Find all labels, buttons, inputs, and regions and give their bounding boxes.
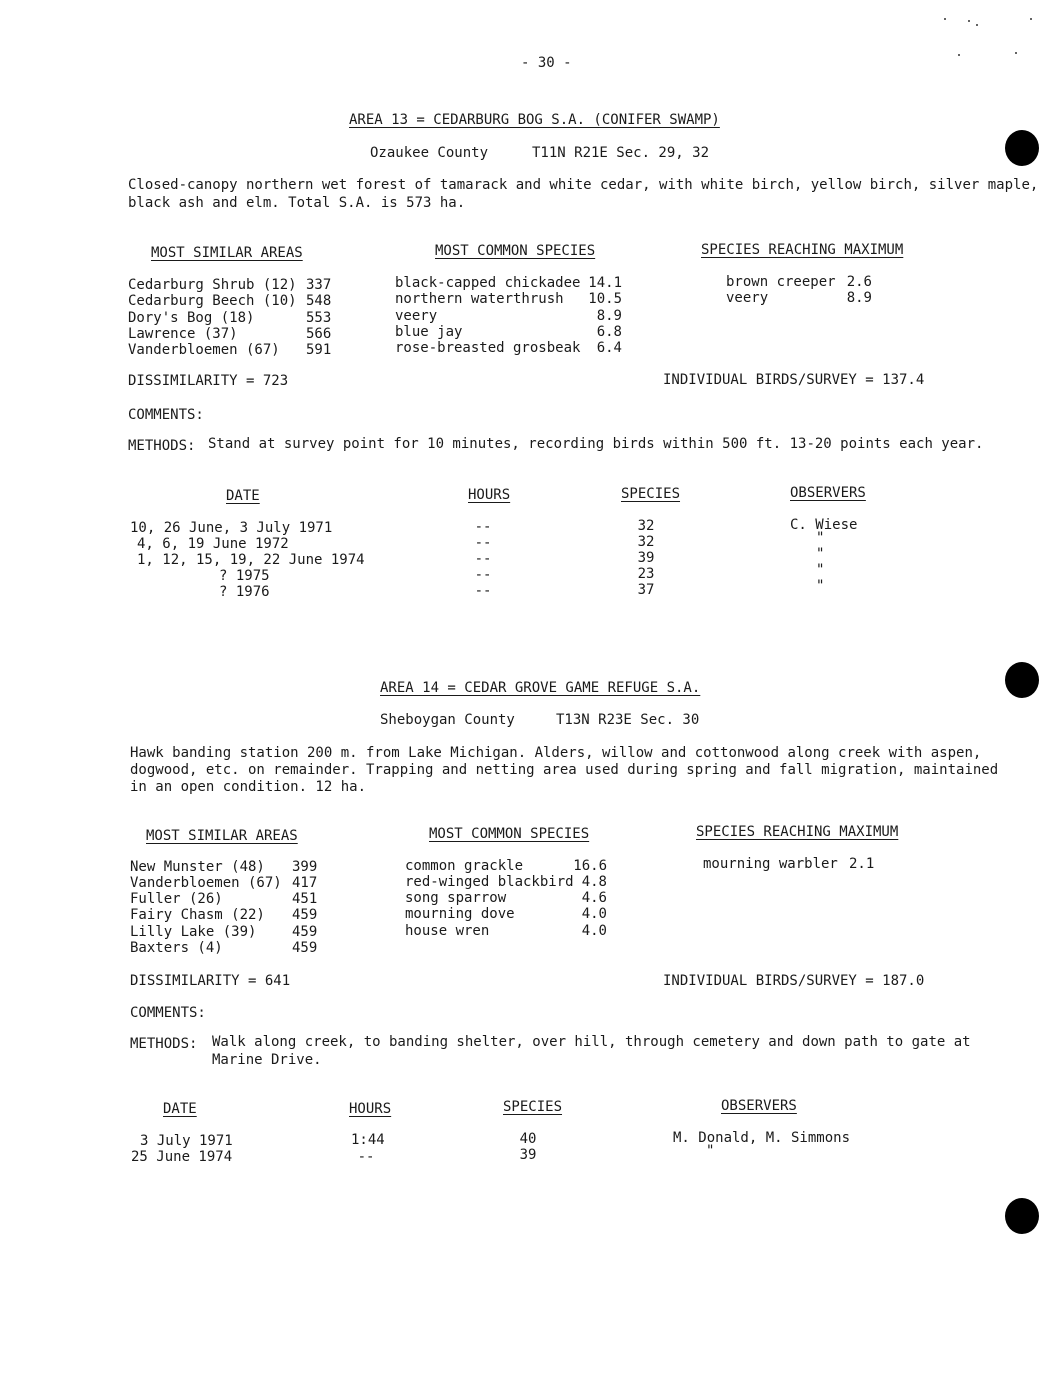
scan-speck xyxy=(1015,52,1017,54)
similar-area-name: Vanderbloemen (67) xyxy=(130,875,282,891)
survey-hours: -- xyxy=(474,519,492,535)
common-species-value: 4.8 xyxy=(581,874,607,890)
survey-date: 25 June 1974 xyxy=(131,1149,233,1165)
survey-header-hours: HOURS xyxy=(349,1101,392,1117)
similar-area-value: 591 xyxy=(306,342,332,358)
max-species-name: brown creeper xyxy=(726,274,836,290)
similar-area-value: 399 xyxy=(292,859,318,875)
survey-header-species: SPECIES xyxy=(621,486,681,502)
similar-area-name: Fairy Chasm (22) xyxy=(130,907,265,923)
area13-title: AREA 13 = CEDARBURG BOG S.A. (CONIFER SWAMP) xyxy=(349,112,720,128)
max-species-name: mourning warbler xyxy=(703,856,838,872)
common-species-value: 6.4 xyxy=(596,340,622,356)
area13-common-header: MOST COMMON SPECIES xyxy=(435,243,596,259)
area14-methods-label: METHODS: xyxy=(130,1036,198,1052)
common-species-value: 4.0 xyxy=(581,906,607,922)
area14-comments: COMMENTS: xyxy=(130,1005,206,1021)
area13-comments: COMMENTS: xyxy=(128,407,204,423)
similar-area-name: Lawrence (37) xyxy=(128,326,238,342)
area13-maximum-header: SPECIES REACHING MAXIMUM xyxy=(701,242,904,258)
scan-speck xyxy=(968,20,970,22)
common-species-name: song sparrow xyxy=(405,890,507,906)
survey-hours: -- xyxy=(474,583,492,599)
common-species-value: 4.6 xyxy=(581,890,607,906)
area13-methods-label: METHODS: xyxy=(128,438,196,454)
similar-area-value: 566 xyxy=(306,326,332,342)
similar-area-name: Fuller (26) xyxy=(130,891,223,907)
similar-area-value: 451 xyxy=(292,891,318,907)
max-species-value: 8.9 xyxy=(846,290,872,306)
area14-birds-per-survey: INDIVIDUAL BIRDS/SURVEY = 187.0 xyxy=(663,973,925,989)
common-species-value: 8.9 xyxy=(596,308,622,324)
survey-observers: " xyxy=(816,562,825,578)
survey-observers: " xyxy=(816,578,825,594)
scan-speck xyxy=(976,24,978,26)
max-species-value: 2.6 xyxy=(846,274,872,290)
common-species-value: 4.0 xyxy=(581,923,607,939)
similar-area-name: Cedarburg Beech (10) xyxy=(128,293,297,309)
binder-hole xyxy=(1005,1198,1039,1234)
survey-hours: 1:44 xyxy=(351,1132,385,1148)
area14-common-header: MOST COMMON SPECIES xyxy=(429,826,590,842)
common-species-name: veery xyxy=(395,308,438,324)
common-species-name: rose-breasted grosbeak xyxy=(395,340,581,356)
area14-dissimilarity: DISSIMILARITY = 641 xyxy=(130,973,291,989)
area14-description: Hawk banding station 200 m. from Lake Michigan. Alders, willow and cottonwood along creek with aspen, xyxy=(130,745,982,761)
binder-hole xyxy=(1005,130,1039,166)
survey-species: 23 xyxy=(637,566,655,582)
common-species-name: common grackle xyxy=(405,858,524,874)
area13-methods: Stand at survey point for 10 minutes, recording birds within 500 ft. 13-20 points each year. xyxy=(208,436,984,452)
similar-area-value: 459 xyxy=(292,924,318,940)
survey-date: ? 1976 xyxy=(219,584,270,600)
survey-date: 4, 6, 19 June 1972 xyxy=(137,536,289,552)
similar-area-value: 337 xyxy=(306,277,332,293)
area13-similar-header: MOST SIMILAR AREAS xyxy=(151,245,303,261)
survey-species: 32 xyxy=(637,534,655,550)
survey-species: 32 xyxy=(637,518,655,534)
survey-observers: " xyxy=(706,1143,715,1159)
survey-header-date: DATE xyxy=(226,488,260,504)
survey-hours: -- xyxy=(474,567,492,583)
survey-observers: " xyxy=(816,546,825,562)
survey-date: ? 1975 xyxy=(219,568,270,584)
survey-header-observers: OBSERVERS xyxy=(721,1098,797,1114)
survey-observers: " xyxy=(816,530,825,546)
area13-description: black ash and elm. Total S.A. is 573 ha. xyxy=(128,195,466,211)
survey-species: 37 xyxy=(637,582,655,598)
similar-area-name: Lilly Lake (39) xyxy=(130,924,257,940)
area14-description: dogwood, etc. on remainder. Trapping and netting area used during spring and fall migration, maintained xyxy=(130,762,999,778)
similar-area-value: 459 xyxy=(292,907,318,923)
scan-speck xyxy=(944,18,946,20)
area14-title: AREA 14 = CEDAR GROVE GAME REFUGE S.A. xyxy=(380,680,701,696)
common-species-name: blue jay xyxy=(395,324,463,340)
similar-area-value: 553 xyxy=(306,310,332,326)
survey-species: 39 xyxy=(519,1147,537,1163)
common-species-name: mourning dove xyxy=(405,906,515,922)
survey-hours: -- xyxy=(357,1149,375,1165)
scan-speck xyxy=(958,54,960,56)
survey-date: 10, 26 June, 3 July 1971 xyxy=(130,520,333,536)
common-species-name: black-capped chickadee xyxy=(395,275,581,291)
survey-header-observers: OBSERVERS xyxy=(790,485,866,501)
area13-description: Closed-canopy northern wet forest of tamarack and white cedar, with white birch, yellow birch, silver maple, xyxy=(128,177,1039,193)
similar-area-name: Vanderbloemen (67) xyxy=(128,342,280,358)
similar-area-name: Cedarburg Shrub (12) xyxy=(128,277,297,293)
survey-hours: -- xyxy=(474,535,492,551)
area14-maximum-header: SPECIES REACHING MAXIMUM xyxy=(696,824,899,840)
max-species-value: 2.1 xyxy=(849,856,875,872)
binder-hole xyxy=(1005,662,1039,698)
area14-location: T13N R23E Sec. 30 xyxy=(556,712,700,728)
area13-dissimilarity: DISSIMILARITY = 723 xyxy=(128,373,289,389)
area13-location: T11N R21E Sec. 29, 32 xyxy=(532,145,710,161)
area14-description: in an open condition. 12 ha. xyxy=(130,779,367,795)
area14-methods: Walk along creek, to banding shelter, over hill, through cemetery and down path to gate at xyxy=(212,1034,971,1050)
area14-county: Sheboygan County xyxy=(380,712,515,728)
similar-area-value: 548 xyxy=(306,293,332,309)
survey-observers: M. Donald, M. Simmons xyxy=(673,1130,851,1146)
similar-area-name: New Munster (48) xyxy=(130,859,265,875)
area13-county: Ozaukee County xyxy=(370,145,489,161)
common-species-value: 14.1 xyxy=(588,275,622,291)
similar-area-value: 417 xyxy=(292,875,318,891)
common-species-value: 16.6 xyxy=(573,858,607,874)
similar-area-name: Dory's Bog (18) xyxy=(128,310,255,326)
survey-header-hours: HOURS xyxy=(468,487,511,503)
survey-header-date: DATE xyxy=(163,1101,197,1117)
area13-birds-per-survey: INDIVIDUAL BIRDS/SURVEY = 137.4 xyxy=(663,372,925,388)
survey-date: 1, 12, 15, 19, 22 June 1974 xyxy=(137,552,365,568)
common-species-name: house wren xyxy=(405,923,490,939)
max-species-name: veery xyxy=(726,290,769,306)
similar-area-value: 459 xyxy=(292,940,318,956)
common-species-name: red-winged blackbird xyxy=(405,874,574,890)
survey-species: 40 xyxy=(519,1131,537,1147)
area14-similar-header: MOST SIMILAR AREAS xyxy=(146,828,298,844)
area14-methods: Marine Drive. xyxy=(212,1052,322,1068)
scan-speck xyxy=(1030,18,1032,20)
common-species-value: 10.5 xyxy=(588,291,622,307)
survey-header-species: SPECIES xyxy=(503,1099,563,1115)
survey-observers: C. Wiese xyxy=(790,517,858,533)
page-number: - 30 - xyxy=(521,55,572,71)
similar-area-name: Baxters (4) xyxy=(130,940,223,956)
survey-hours: -- xyxy=(474,551,492,567)
survey-date: 3 July 1971 xyxy=(140,1133,233,1149)
survey-species: 39 xyxy=(637,550,655,566)
common-species-name: northern waterthrush xyxy=(395,291,564,307)
common-species-value: 6.8 xyxy=(596,324,622,340)
